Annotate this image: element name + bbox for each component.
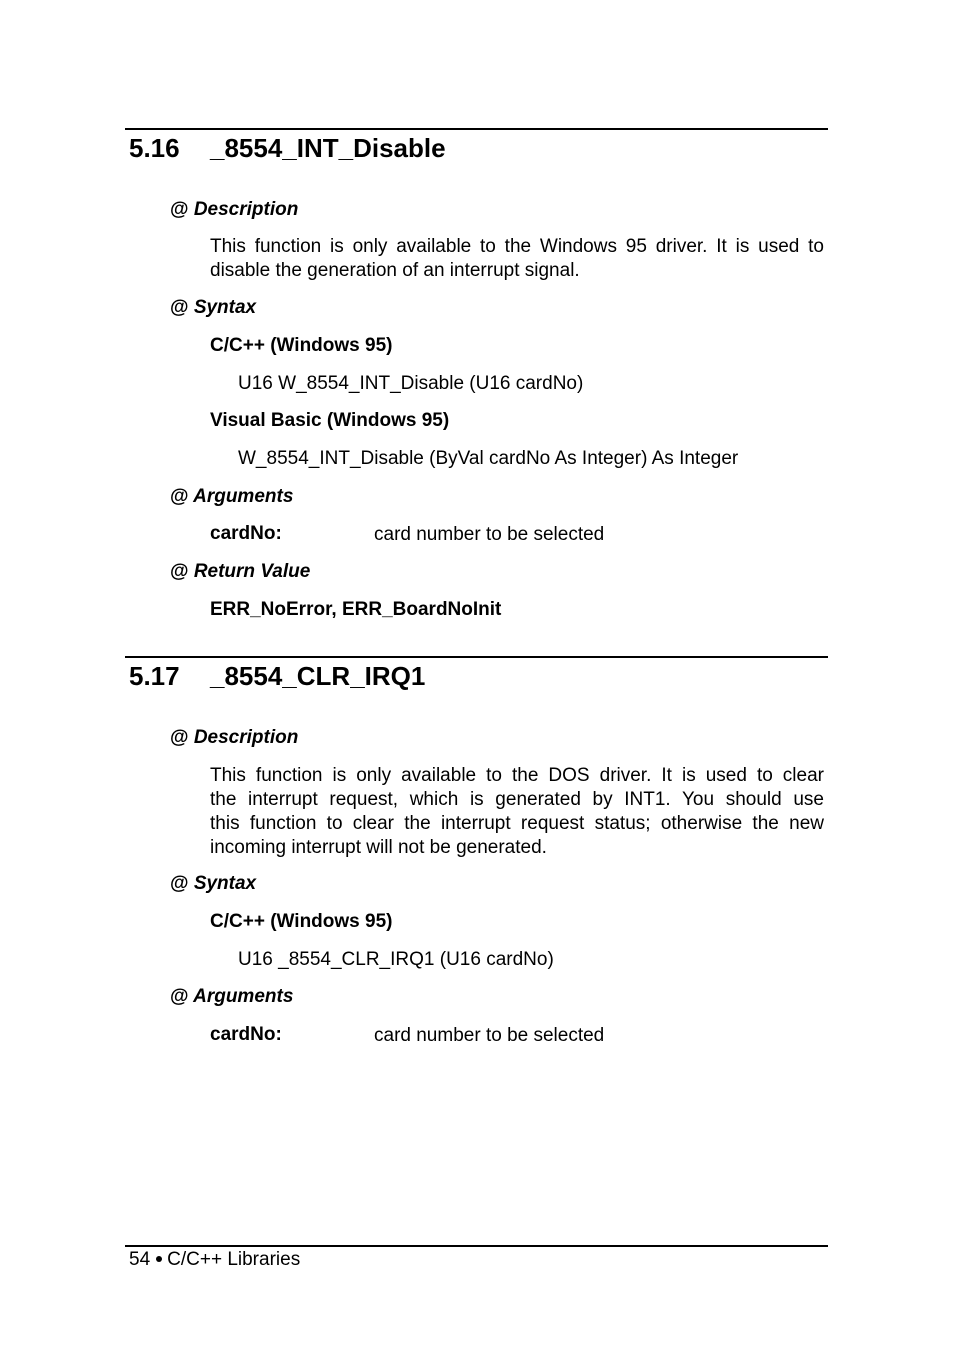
- return-value: ERR_NoError, ERR_BoardNoInit: [210, 599, 502, 620]
- description-heading: @ Description: [170, 727, 299, 748]
- cpp-syntax-label: C/C++ (Windows 95): [210, 911, 393, 932]
- description-paragraph: This function is only available to the Windows 95 driver. It is used to disable the generation of an interrupt signal.: [210, 236, 824, 281]
- section-title: _8554_INT_Disable: [210, 133, 446, 163]
- argument-description: card number to be selected: [374, 524, 605, 545]
- vb-syntax-label: Visual Basic (Windows 95): [210, 410, 450, 431]
- section-rule: [125, 128, 828, 130]
- section-rule: [125, 656, 828, 658]
- page-footer: [129, 1249, 300, 1271]
- arguments-heading: @ Arguments: [170, 486, 294, 507]
- return-value-heading: @ Return Value: [170, 561, 311, 582]
- syntax-heading: @ Syntax: [170, 297, 257, 318]
- description-paragraph: This function is only available to the DOS driver. It is used to clear the interrupt request, which is generated by INT1. You should use this function to clear the interrupt request status; otherwise the new incoming interrupt will not be generated.: [210, 765, 824, 858]
- section-number: 5.16: [129, 133, 180, 163]
- page-number: 54: [129, 1249, 151, 1270]
- section-heading-5-17: [129, 661, 425, 692]
- bullet-icon: [156, 1256, 162, 1262]
- argument-name: cardNo:: [210, 523, 282, 544]
- argument-description: card number to be selected: [374, 1025, 605, 1046]
- description-heading: @ Description: [170, 199, 299, 220]
- cpp-syntax-code: U16 W_8554_INT_Disable (U16 cardNo): [238, 373, 584, 394]
- footer-section: C/C++ Libraries: [167, 1249, 301, 1270]
- section-title: _8554_CLR_IRQ1: [210, 661, 426, 691]
- arguments-heading: @ Arguments: [170, 986, 294, 1007]
- section-number: 5.17: [129, 661, 180, 691]
- argument-name: cardNo:: [210, 1024, 282, 1045]
- cpp-syntax-code: U16 _8554_CLR_IRQ1 (U16 cardNo): [238, 949, 554, 970]
- vb-syntax-code: W_8554_INT_Disable (ByVal cardNo As Integer) As Integer: [238, 448, 739, 469]
- footer-rule: [125, 1245, 828, 1247]
- syntax-heading: @ Syntax: [170, 873, 257, 894]
- cpp-syntax-label: C/C++ (Windows 95): [210, 335, 393, 356]
- section-heading-5-16: [129, 133, 446, 164]
